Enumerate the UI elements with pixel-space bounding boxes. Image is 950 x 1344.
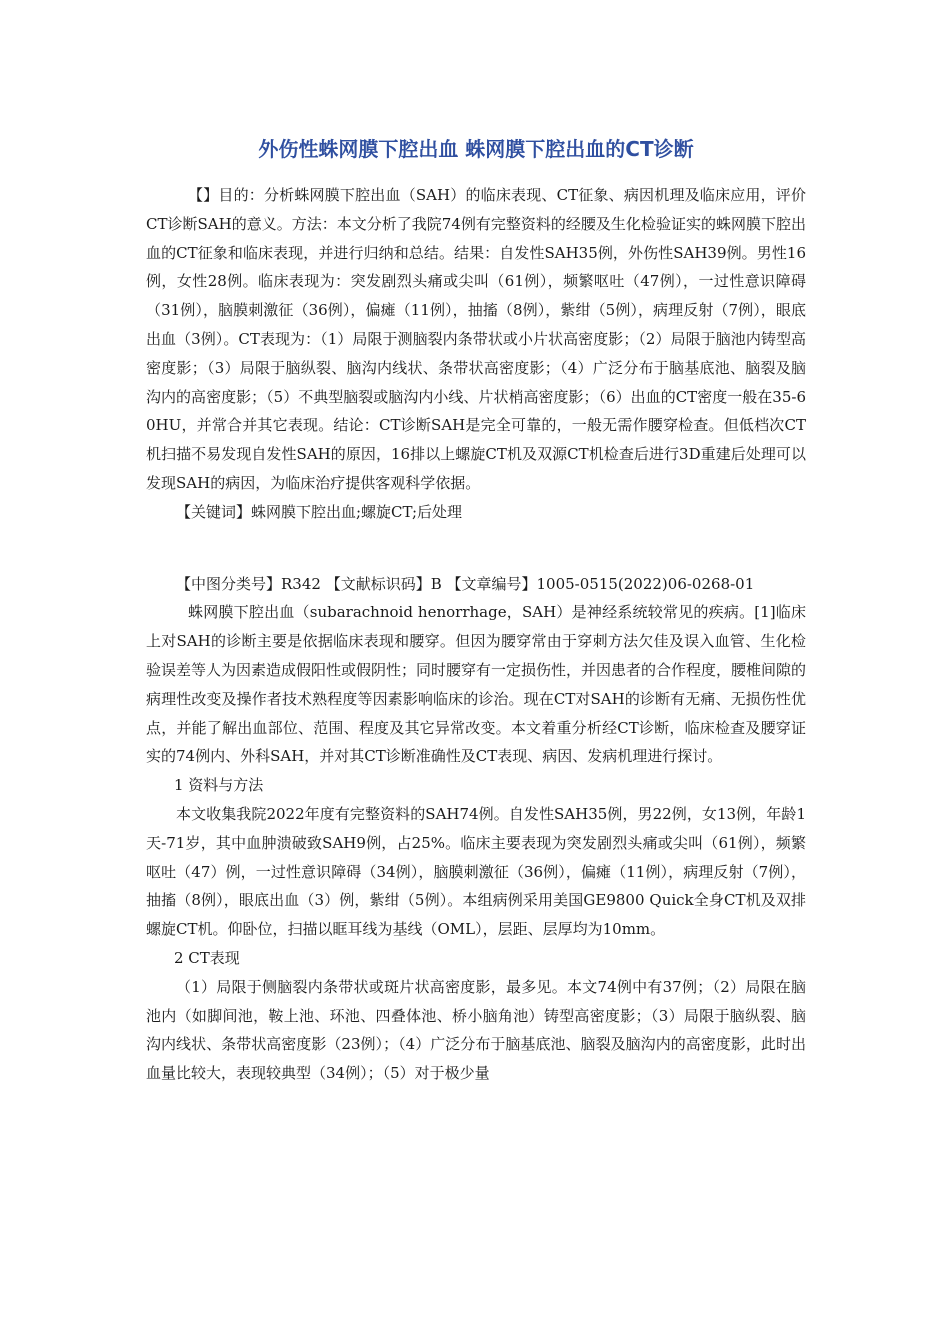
keywords-line: 【关键词】蛛网膜下腔出血;螺旋CT;后处理 <box>176 502 463 521</box>
document-title: 外伤性蛛网膜下腔出血 蛛网膜下腔出血的CT诊断 <box>258 137 694 161</box>
document-page <box>146 133 806 1088</box>
intro-paragraph: 蛛网膜下腔出血（subarachnoid henorrhage，SAH）是神经系统较常见的疾病。[1]临床上对SAH的诊断主要是依据临床表现和腰穿。但因为腰穿常由于穿刺方法欠佳及误入血管、生化检验误差等人为因素造成假阳性或假阴性；同时腰穿有一定损伤性，并因患者的合作程度，腰椎间隙的病理性改变及操作者技术熟程度等因素影响临床的诊治。现在CT对SAH的诊断有无痛、无损伤性优点，并能了解出血部位、范围、程度及其它异常改变。本文着重分析经CT诊断，临床检查及腰穿证实的74例内、外科SAH，并对其CT诊断准确性及CT表现、病因、发病机理进行探讨。 <box>146 603 807 766</box>
classification-line: 【中图分类号】R342 【文献标识码】B 【文章编号】1005-0515(2022)06-0268-01 <box>176 574 755 593</box>
abstract-paragraph: 【】目的：分析蛛网膜下腔出血（SAH）的临床表现、CT征象、病因机理及临床应用，评价CT诊断SAH的意义。方法：本文分析了我院74例有完整资料的经腰及生化检验证实的蛛网膜下腔出血的CT征象和临床表现，并进行归纳和总结。结果：自发性SAH35例，外伤性SAH39例。男性16例，女性28例。临床表现为：突发剧烈头痛或尖叫（61例），频繁呕吐（47例），一过性意识障碍（31例），脑膜刺激征（36例），偏瘫（11例），抽搐（8例），紫绀（5例），病理反射（7例），眼底出血（3例）。CT表现为：（1）局限于测脑裂内条带状或小片状高密度影；（2）局限于脑池内铸型高密度影；（3）局限于脑纵裂、脑沟内线状、条带状高密度影；（4）广泛分布于脑基底池、脑裂及脑沟内的高密度影；（5）不典型脑裂或脑沟内小线、片状梢高密度影；（6）出血的CT密度一般在35-60HU，并常合并其它表现。结论：CT诊断SAH是完全可靠的，一般无需作腰穿检查。但低档次CT机扫描不易发现自发性SAH的原因，16排以上螺旋CT机及双源CT机检查后进行3D重建后处理可以发现SAH的病因，为临床治疗提供客观科学依据。 <box>146 186 806 492</box>
spacer <box>146 527 806 570</box>
section-2-body: （1）局限于侧脑裂内条带状或斑片状高密度影，最多见。本文74例中有37例；（2）局限在脑池内（如脚间池，鞍上池、环池、四叠体池、桥小脑角池）铸型高密度影；（3）局限于脑纵裂、脑沟内线状、条带状高密度影（23例）；（4）广泛分布于脑基底池、脑裂及脑沟内的高密度影，此时出血量比较大，表现较典型（34例）；（5）对于极少量 <box>146 977 806 1083</box>
section-1-heading: 1 资料与方法 <box>174 776 264 795</box>
section-2-heading: 2 CT表现 <box>174 948 240 967</box>
section-1-body: 本文收集我院2022年度有完整资料的SAH74例。自发性SAH35例，男22例，女13例，年龄1天-71岁，其中血肿溃破致SAH9例，占25%。临床主要表现为突发剧烈头痛或尖叫（61例），频繁呕吐（47）例，一过性意识障碍（34例），脑膜刺激征（36例），偏瘫（11例），病理反射（7例），抽搐（8例），眼底出血（3）例，紫绀（5例）。本组病例采用美国GE9800 Quick全身CT机及双排螺旋CT机。仰卧位，扫描以眶耳线为基线（OML），层距、层厚均为10mm。 <box>146 804 806 939</box>
